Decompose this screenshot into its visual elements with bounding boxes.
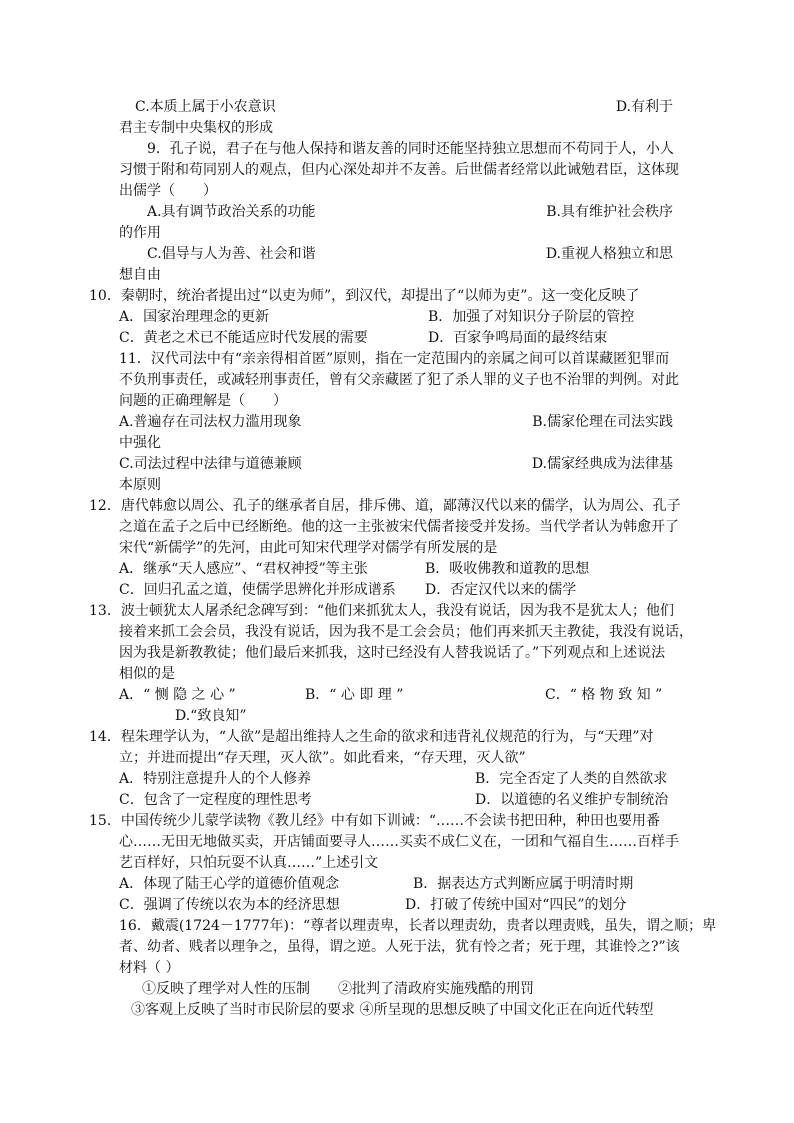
option-12a: A．继承“天人感应”、“君权神授”等主张: [119, 561, 368, 577]
question-15-text-line3: 艺百样好，只怕玩耍不认真……”上述引文: [119, 855, 379, 871]
question-12-text: 12．唐代韩愈以周公、孔子的继承者自居，排斥佛、道，鄙薄汉代以来的儒学，认为周公、孔子: [89, 498, 681, 514]
question-12-text-line3: 宋代“新儒学”的先河，由此可知宋代理学对儒学有所发展的是: [119, 540, 498, 556]
option-15c: C．强调了传统以农为本的经济思想: [119, 897, 340, 913]
option-9d: D.重视人格独立和思: [545, 246, 673, 262]
option-10b: B．加强了对知识分子阶层的管控: [428, 309, 635, 325]
option-9c: C.倡导与人为善、社会和谐: [147, 246, 316, 262]
question-14-text: 14．程朱理学认为，“人欲”是超出维持人之生命的欲求和违背礼仪规范的行为，与“天理”对: [89, 729, 654, 745]
option-11c: C.司法过程中法律与道德兼顾: [119, 456, 302, 472]
question-16-text: 16．戴震(1724－1777年)：“尊者以理责卑，长者以理责幼，贵者以理责贱，虽失，谓之顺；卑: [119, 918, 717, 934]
option-11a: A.普遍存在司法权力滥用现象: [119, 414, 302, 430]
question-12-text-line2: 之道在孟子之后中已经断绝。他的这一主张被宋代儒者接受并发扬。当代学者认为韩愈开了: [119, 519, 679, 535]
option-13c: C．“ 格 物 致 知 ”: [545, 687, 663, 703]
option-14c: C．包含了一定程度的理性思考: [119, 792, 312, 808]
option-11d-continued: 本原则: [119, 477, 161, 493]
option-15b: B．据表达方式判断应属于明清时期: [413, 876, 634, 892]
question-9-text-line3: 出儒学（ ）: [119, 183, 217, 199]
question-16-text-line3: 材料（ ）: [119, 960, 180, 976]
option-12d: D．否定汉代以来的儒学: [425, 582, 577, 598]
option-8d: D.有利于: [615, 99, 673, 115]
question-16-statements-1-2: ①反映了理学对人性的压制 ②批判了清政府实施残酷的刑罚: [142, 981, 534, 997]
option-13a: A．“ 恻 隐 之 心 ”: [119, 687, 236, 703]
question-9-text-line2: 习惯于附和苟同别人的观点，但内心深处却并不友善。后世儒者经常以此诫勉君臣，这体现: [119, 162, 679, 178]
question-14-text-line2: 立；并进而提出“存天理，灭人欲”。如此看来，“存天理，灭人欲”: [119, 750, 526, 766]
option-9b: B.具有维护社会秩序: [546, 204, 673, 220]
question-16-text-line2: 者、幼者、贱者以理争之，虽得，谓之逆。人死于法，犹有怜之者；死于理，其谁怜之?”该: [119, 939, 680, 955]
option-11b-continued: 中强化: [119, 435, 161, 451]
option-11b: B.儒家伦理在司法实践: [532, 414, 673, 430]
option-12b: B．吸收佛教和道教的思想: [425, 561, 590, 577]
question-15-text-line2: 心……无田无地做买卖，开店铺面要寻人……买卖不成仁义在，一团和气福自生……百样手: [119, 834, 679, 850]
question-13-text: 13．波士顿犹太人屠杀纪念碑写到：“他们来抓犹太人，我没有说话，因为我不是犹太人；他们: [89, 603, 674, 619]
option-13d: D.“致良知”: [175, 708, 247, 724]
question-13-text-line3: 因为我是新教教徒；他们最后来抓我，这时已经没有人替我说话了。”下列观点和上述说法: [119, 645, 666, 661]
question-13-text-line2: 接着来抓工会会员，我没有说话，因为我不是工会会员；他们再来抓天主教徒，我没有说话，: [119, 624, 693, 640]
option-8c: C.本质上属于小农意识: [135, 99, 276, 115]
question-11-text-line3: 问题的正确理解是（ ）: [119, 393, 287, 409]
question-16-statements-3-4: ③客观上反映了当时市民阶层的要求 ④所呈现的思想反映了中国文化正在向近代转型: [131, 1002, 654, 1018]
option-11d: D.儒家经典成为法律基: [531, 456, 673, 472]
option-13b: B．“ 心 即 理 ”: [305, 687, 404, 703]
option-15a: A．体现了陆王心学的道德价值观念: [119, 876, 340, 892]
option-15d: D．打破了传统中国对“四民”的划分: [405, 897, 627, 913]
option-10d: D．百家争鸣局面的最终结束: [428, 330, 608, 346]
question-11-text-line2: 不负刑事责任，或减轻刑事责任，曾有父亲藏匿了犯了杀人罪的义子也不治罪的判例。对此: [119, 372, 679, 388]
option-9a: A.具有调节政治关系的功能: [147, 204, 316, 220]
option-14d: D．以道德的名义维护专制统治: [475, 792, 669, 808]
option-10c: C．黄老之术已不能适应时代发展的需要: [119, 330, 368, 346]
question-15-text: 15．中国传统少儿蒙学读物《教儿经》中有如下训诫：“……不会读书把田种，种田也要用番: [89, 813, 660, 829]
option-14b: B．完全否定了人类的自然欲求: [475, 771, 668, 787]
option-8d-continued: 君主专制中央集权的形成: [119, 120, 273, 136]
question-10-text: 10．秦朝时，统治者提出过“以吏为师”，到汉代，却提出了“以师为吏”。这一变化反映了: [89, 288, 640, 304]
question-9-text: 9．孔子说，君子在与他人保持和谐友善的同时还能坚持独立思想而不苟同于人，小人: [147, 141, 674, 157]
option-12c: C．回归孔孟之道，使儒学思辨化并形成谱系: [119, 582, 396, 598]
option-9b-continued: 的作用: [119, 225, 161, 241]
option-9d-continued: 想自由: [119, 267, 161, 283]
option-10a: A．国家治理理念的更新: [119, 309, 270, 325]
question-11-text: 11．汉代司法中有“亲亲得相首匿”原则，指在一定范围内的亲属之间可以首谋藏匿犯罪而: [119, 351, 670, 367]
question-13-text-line4: 相似的是: [119, 666, 175, 682]
option-14a: A．特别注意提升人的个人修养: [119, 771, 312, 787]
